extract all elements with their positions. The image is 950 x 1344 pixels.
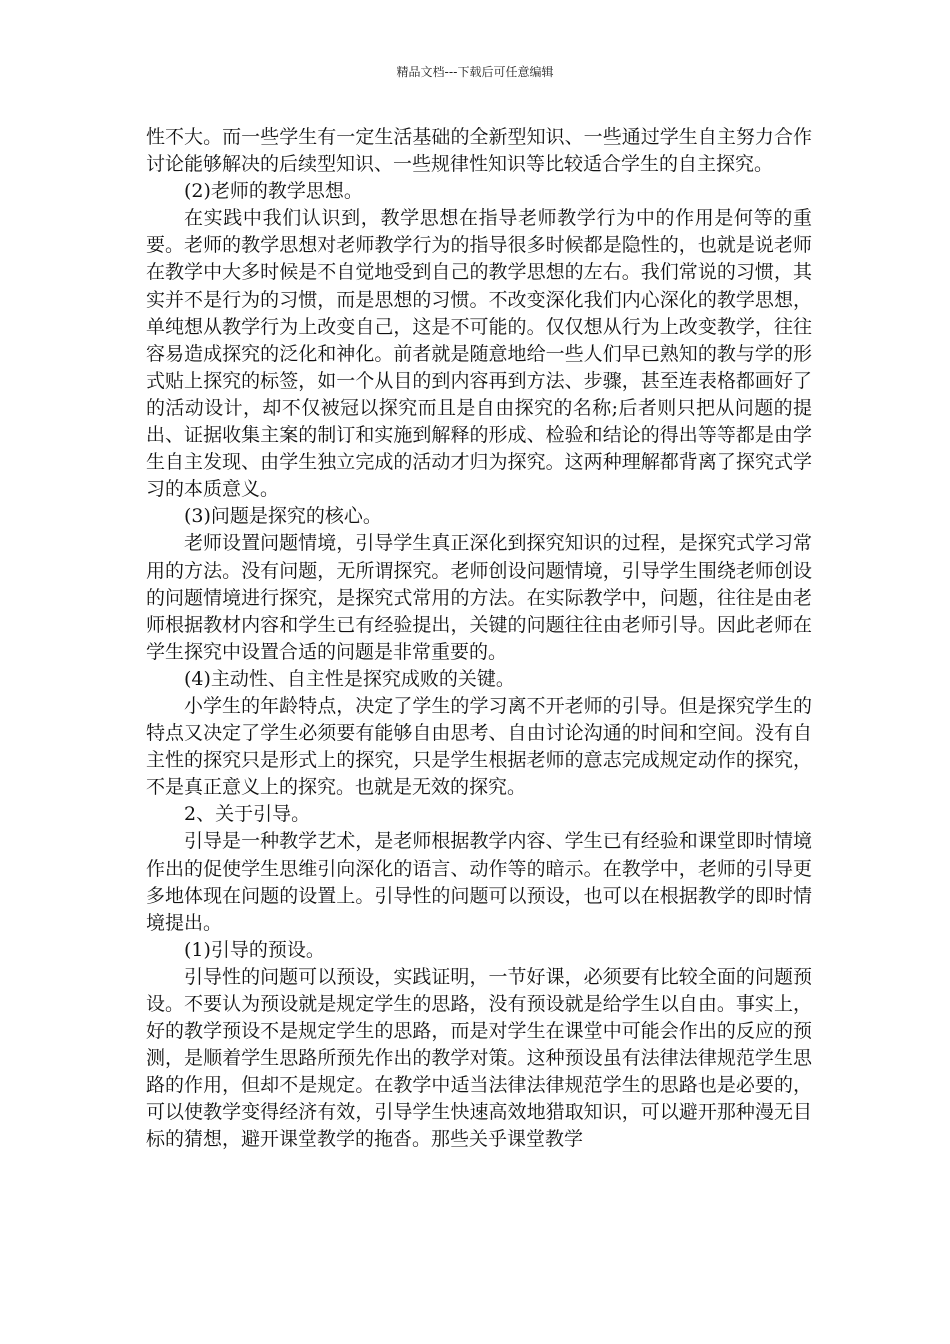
paragraph-guidance: 引导是一种教学艺术，是老师根据教学内容、学生已有经验和课堂即时情境作出的促使学生思维引向深化的语言、动作等的暗示。在教学中，老师的引导更多地体现在问题的设置上。引导性的问题可以预设，也可以在根据教学的即时情境提出。 <box>146 830 812 934</box>
paragraph-continuation: 性不大。而一些学生有一定生活基础的全新型知识、一些通过学生自主努力合作讨论能够解决的后续型知识、一些规律性知识等比较适合学生的自主探究。 <box>146 126 812 176</box>
page-header: 精品文档---下载后可任意编辑 <box>396 65 554 79</box>
subheading-teaching-thought: (2)老师的教学思想。 <box>184 180 363 203</box>
paragraph-initiative: 小学生的年龄特点，决定了学生的学习离不开老师的引导。但是探究学生的特点又决定了学生必须要有能够自由思考、自由讨论沟通的时间和空间。没有自主性的探究只是形式上的探究，只是学生根据老师的意志完成规定动作的探究，不是真正意义上的探究。也就是无效的探究。 <box>146 694 812 799</box>
document-body <box>146 124 812 1154</box>
paragraph-problem-core: 老师设置问题情境，引导学生真正深化到探究知识的过程，是探究式学习常用的方法。没有问题，无所谓探究。老师创设问题情境，引导学生围绕老师创设的问题情境进行探究，是探究式常用的方法。在实际教学中，问题，往往是由老师根据教材内容和学生已有经验提出，关键的问题往往由老师引导。因此老师在学生探究中设置合适的问题是非常重要的。 <box>146 532 812 663</box>
section-heading-guidance: 2、关于引导。 <box>184 803 311 826</box>
paragraph-guidance-preset: 引导性的问题可以预设，实践证明，一节好课，必须要有比较全面的问题预设。不要认为预设就是规定学生的思路，没有预设就是给学生以自由。事实上，好的教学预设不是规定学生的思路，而是对学生在课堂中可能会作出的反应的预测，是顺着学生思路所预先作出的教学对策。这种预设虽有法律法律规范学生思路的作用，但却不是规定。在教学中适当法律法律规范学生的思路也是必要的，可以使教学变得经济有效，引导学生快速高效地猎取知识，可以避开那种漫无目标的猜想，避开课堂教学的拖沓。那些关乎课堂教学 <box>146 965 812 1151</box>
paragraph-teaching-thought: 在实践中我们认识到，教学思想在指导老师教学行为中的作用是何等的重要。老师的教学思想对老师教学行为的指导很多时候都是隐性的，也就是说老师在教学中大多时候是不自觉地受到自己的教学思想的左右。我们常说的习惯，其实并不是行为的习惯，而是思想的习惯。不改变深化我们内心深化的教学思想，单纯想从教学行为上改变自己，这是不可能的。仅仅想从行为上改变教学，往往容易造成探究的泛化和神化。前者就是随意地给一些人们早已熟知的教与学的形式贴上探究的标签，如一个从目的到内容再到方法、步骤，甚至连表格都画好了的活动设计，却不仅被冠以探究而且是自由探究的名称;后者则只把从问题的提出、证据收集主案的制订和实施到解释的形成、检验和结论的得出等等都是由学生自主发现、由学生独立完成的活动才归为探究。这两种理解都背离了探究式学习的本质意义。 <box>146 207 812 501</box>
subheading-guidance-preset: (1)引导的预设。 <box>184 938 325 961</box>
subheading-problem-core: (3)问题是探究的核心。 <box>184 505 382 528</box>
subheading-initiative: (4)主动性、自主性是探究成败的关键。 <box>184 667 515 690</box>
